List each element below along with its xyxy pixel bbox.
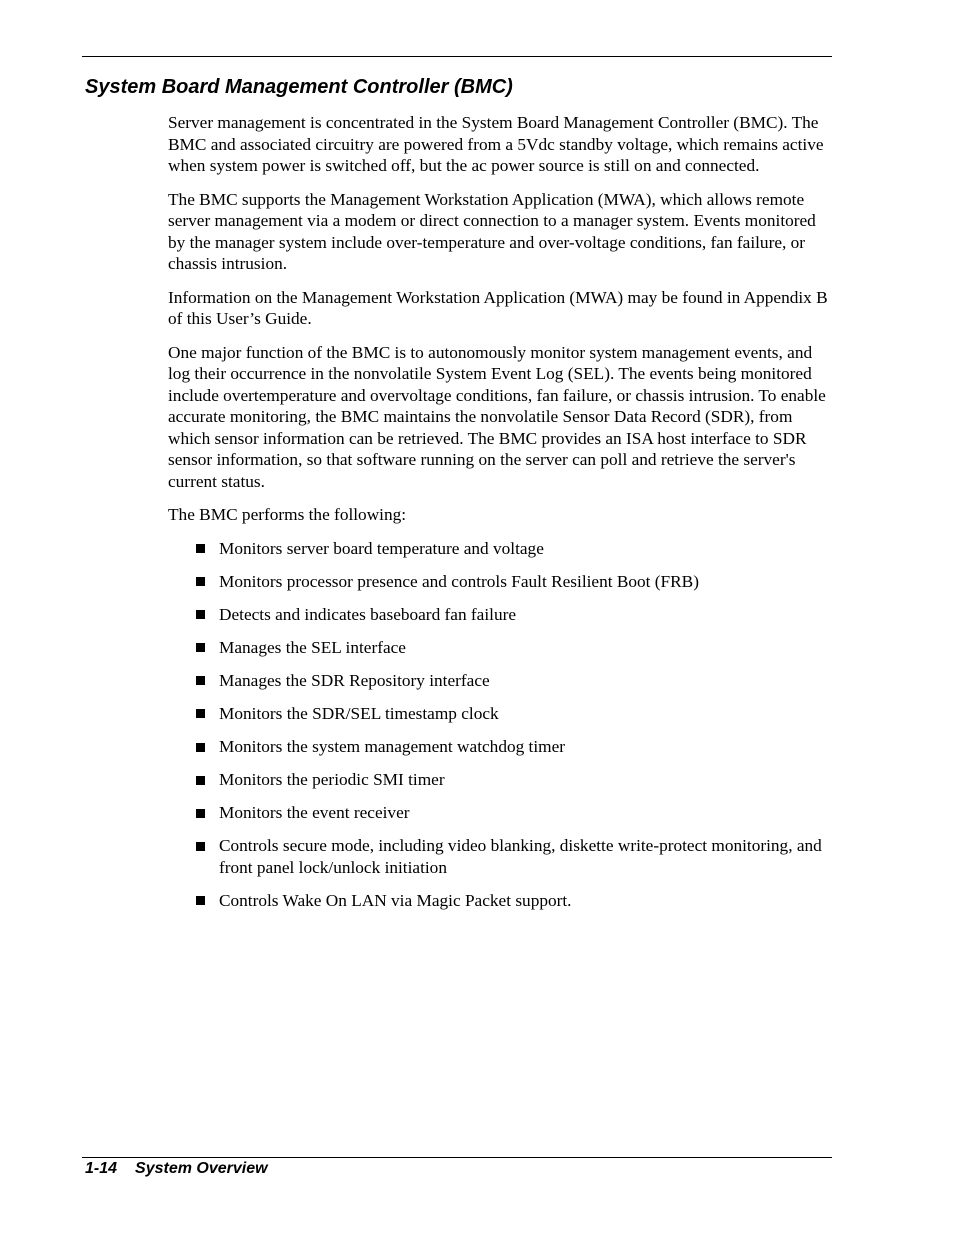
list-item bbox=[168, 835, 832, 878]
list-item bbox=[168, 637, 832, 659]
list-item-text: Detects and indicates baseboard fan failure bbox=[219, 604, 517, 624]
list-item bbox=[168, 571, 832, 593]
square-bullet-icon bbox=[196, 610, 205, 619]
square-bullet-icon bbox=[196, 544, 205, 553]
section-body bbox=[168, 112, 832, 923]
footer-rule bbox=[82, 1157, 832, 1158]
paragraph-mwa: The BMC supports the Management Workstation Application (MWA), which allows remote server management via a modem or direct connection to a manager system. Events monitored by the manager system include over-temperature and over-voltage conditions, fan failure, or chassis intrusion. bbox=[168, 189, 816, 273]
header-rule bbox=[82, 56, 832, 57]
list-item-text: Monitors the periodic SMI timer bbox=[219, 770, 445, 790]
chapter-title: System Overview bbox=[135, 1160, 268, 1177]
paragraph-list-intro: The BMC performs the following: bbox=[168, 505, 407, 524]
list-item bbox=[168, 703, 832, 725]
list-item-text: Monitors server board temperature and voltage bbox=[219, 538, 544, 558]
page-number: 1-14 bbox=[85, 1160, 118, 1177]
list-item-text: Controls secure mode, including video blanking, diskette write-protect monitoring, and front panel lock/unlock initiation bbox=[219, 836, 822, 877]
list-item bbox=[168, 769, 832, 791]
list-item bbox=[168, 736, 832, 758]
list-item bbox=[168, 802, 832, 824]
square-bullet-icon bbox=[196, 676, 205, 685]
list-item bbox=[168, 890, 832, 912]
list-item-text: Monitors the SDR/SEL timestamp clock bbox=[219, 703, 499, 723]
list-item bbox=[168, 538, 832, 560]
paragraph-appendix-reference: Information on the Management Workstation Application (MWA) may be found in Appendix B of this User’s Guide. bbox=[168, 287, 828, 328]
square-bullet-icon bbox=[196, 709, 205, 718]
list-item-text: Manages the SDR Repository interface bbox=[219, 670, 490, 690]
square-bullet-icon bbox=[196, 809, 205, 818]
square-bullet-icon bbox=[196, 842, 205, 851]
bmc-functions-list bbox=[168, 538, 832, 912]
square-bullet-icon bbox=[196, 577, 205, 586]
section-title: System Board Management Controller (BMC) bbox=[85, 76, 513, 98]
square-bullet-icon bbox=[196, 643, 205, 652]
list-item-text: Monitors the event receiver bbox=[219, 803, 410, 823]
list-item-text: Monitors the system management watchdog timer bbox=[219, 737, 566, 757]
square-bullet-icon bbox=[196, 896, 205, 905]
paragraph-monitoring: One major function of the BMC is to autonomously monitor system management events, and log their occurrence in the nonvolatile System Event Log (SEL). The events being monitored include overtemperature and overvoltage conditions, fan failure, or chassis intrusion. To enable accurate monitoring, the BMC maintains the nonvolatile Sensor Data Record (SDR), from which sensor information can be retrieved. The BMC provides an ISA host interface to SDR sensor information, so that software running on the server can poll and retrieve the server's current status. bbox=[168, 342, 826, 491]
list-item bbox=[168, 670, 832, 692]
paragraph-power: Server management is concentrated in the System Board Management Controller (BMC). The BMC and associated circuitry are powered from a 5Vdc standby voltage, which remains active when system power is switched off, but the ac power source is still on and connected. bbox=[168, 113, 824, 175]
square-bullet-icon bbox=[196, 776, 205, 785]
list-item-text: Controls Wake On LAN via Magic Packet support. bbox=[219, 890, 572, 910]
square-bullet-icon bbox=[196, 743, 205, 752]
list-item bbox=[168, 604, 832, 626]
list-item-text: Monitors processor presence and controls Fault Resilient Boot (FRB) bbox=[219, 571, 699, 591]
list-item-text: Manages the SEL interface bbox=[219, 637, 406, 657]
page-footer bbox=[85, 1159, 268, 1179]
